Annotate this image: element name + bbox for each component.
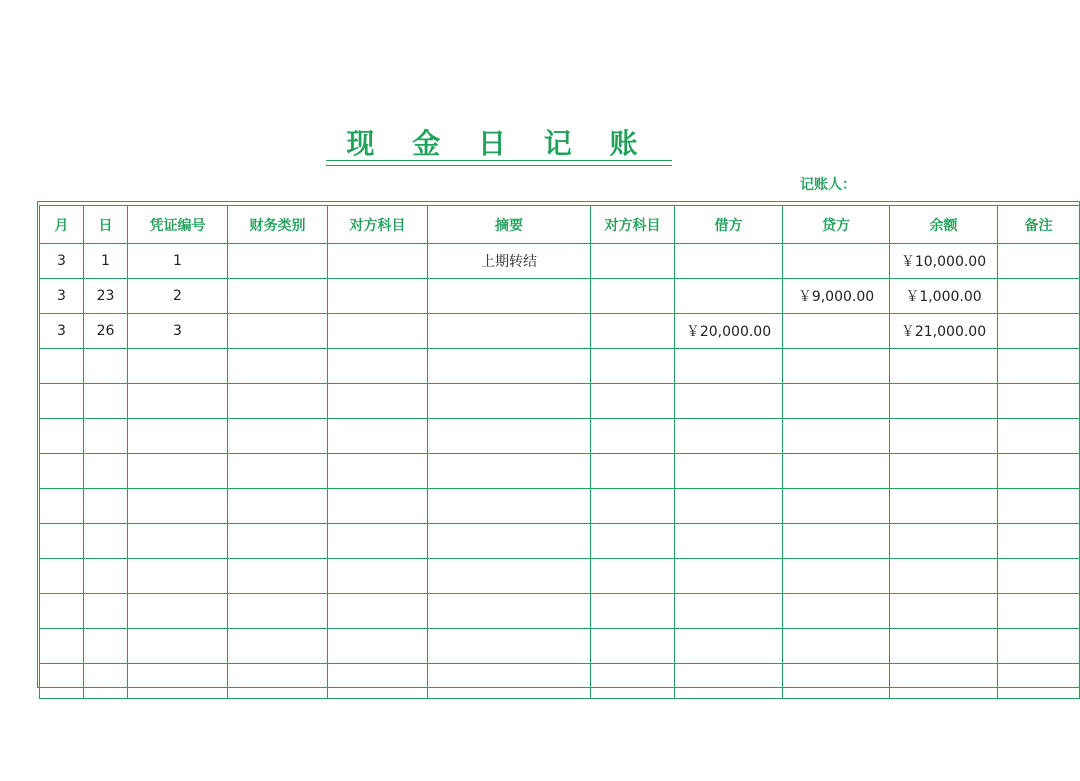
cell-counter-account-2[interactable] [591,489,675,524]
cell-balance[interactable] [890,559,998,594]
cell-debit[interactable] [675,384,783,419]
cell-month[interactable] [40,349,84,384]
table-row [40,454,1080,489]
cell-balance[interactable] [890,384,998,419]
cell-counter-account[interactable] [328,244,428,279]
cell-credit[interactable] [783,384,890,419]
cell-counter-account[interactable] [328,489,428,524]
cell-counter-account[interactable] [328,594,428,629]
cell-finance-category[interactable] [228,384,328,419]
cell-counter-account-2[interactable] [591,524,675,559]
table-row [40,559,1080,594]
cell-voucher-no[interactable] [128,664,228,699]
cell-summary[interactable] [428,664,591,699]
cell-counter-account[interactable] [328,629,428,664]
cell-credit[interactable] [783,244,890,279]
ledger-body [40,244,1080,699]
cell-summary[interactable] [428,454,591,489]
cell-day[interactable] [84,419,128,454]
cell-balance[interactable] [890,419,998,454]
cell-finance-category[interactable] [228,594,328,629]
ledger-frame [37,201,1080,688]
cell-credit[interactable] [783,314,890,349]
cell-counter-account-2[interactable] [591,419,675,454]
cell-voucher-no[interactable] [128,419,228,454]
cell-summary[interactable] [428,629,591,664]
cell-balance[interactable] [890,489,998,524]
cell-finance-category[interactable] [228,489,328,524]
cell-credit[interactable] [783,454,890,489]
cell-summary[interactable]: 上期转结 [428,244,591,279]
table-row [40,489,1080,524]
cell-credit[interactable] [783,419,890,454]
cell-month[interactable] [40,419,84,454]
cell-remarks[interactable] [998,244,1080,279]
cell-finance-category[interactable] [228,524,328,559]
cell-voucher-no[interactable] [128,594,228,629]
cell-balance[interactable] [890,524,998,559]
col-header-credit: 贷方 [783,206,890,244]
cell-balance[interactable] [890,454,998,489]
cell-debit[interactable] [675,489,783,524]
cell-balance[interactable]: ￥1,000.00 [890,279,998,314]
table-row [40,279,1080,314]
cell-voucher-no[interactable]: 2 [128,279,228,314]
cell-counter-account[interactable] [328,384,428,419]
cell-summary[interactable] [428,524,591,559]
cell-counter-account[interactable] [328,559,428,594]
cell-day[interactable] [84,629,128,664]
cell-remarks[interactable] [998,384,1080,419]
cell-debit[interactable] [675,629,783,664]
cell-summary[interactable] [428,314,591,349]
cell-voucher-no[interactable]: 3 [128,314,228,349]
cell-summary[interactable] [428,419,591,454]
cell-credit[interactable] [783,664,890,699]
cell-finance-category[interactable] [228,244,328,279]
cell-credit[interactable] [783,489,890,524]
table-row [40,349,1080,384]
cell-balance[interactable]: ￥21,000.00 [890,314,998,349]
cell-voucher-no[interactable] [128,454,228,489]
cell-day[interactable] [84,454,128,489]
cell-credit[interactable] [783,349,890,384]
col-header-remarks: 备注 [998,206,1080,244]
cell-counter-account-2[interactable] [591,384,675,419]
cell-finance-category[interactable] [228,419,328,454]
cell-month[interactable]: 3 [40,314,84,349]
cell-debit[interactable] [675,244,783,279]
cell-remarks[interactable] [998,594,1080,629]
cell-summary[interactable] [428,489,591,524]
cell-day[interactable]: 1 [84,244,128,279]
table-row [40,594,1080,629]
recorder-label: 记账人： [800,177,856,193]
table-row [40,314,1080,349]
cell-remarks[interactable] [998,419,1080,454]
cell-finance-category[interactable] [228,279,328,314]
cell-day[interactable] [84,594,128,629]
cell-balance[interactable] [890,594,998,629]
cell-debit[interactable] [675,279,783,314]
cell-credit[interactable] [783,629,890,664]
cell-counter-account[interactable] [328,524,428,559]
cell-summary[interactable] [428,559,591,594]
col-header-finance-category: 财务类别 [228,206,328,244]
cell-debit[interactable] [675,349,783,384]
cell-month[interactable] [40,489,84,524]
cell-credit[interactable]: ￥9,000.00 [783,279,890,314]
col-header-voucher-no: 凭证编号 [128,206,228,244]
cell-debit[interactable]: ￥20,000.00 [675,314,783,349]
cell-month[interactable] [40,559,84,594]
cell-remarks[interactable] [998,629,1080,664]
page-title: 现 金 日 记 账 [346,127,652,160]
table-row [40,629,1080,664]
cell-remarks[interactable] [998,454,1080,489]
cell-day[interactable] [84,489,128,524]
cell-voucher-no[interactable] [128,384,228,419]
cell-finance-category[interactable] [228,559,328,594]
cell-counter-account-2[interactable] [591,594,675,629]
cell-day[interactable] [84,524,128,559]
table-row [40,524,1080,559]
cell-counter-account[interactable] [328,419,428,454]
cell-remarks[interactable] [998,664,1080,699]
cell-finance-category[interactable] [228,629,328,664]
cell-counter-account-2[interactable] [591,244,675,279]
cell-counter-account[interactable] [328,664,428,699]
cell-counter-account-2[interactable] [591,559,675,594]
cell-debit[interactable] [675,559,783,594]
cell-counter-account-2[interactable] [591,314,675,349]
cell-balance[interactable] [890,349,998,384]
col-header-summary: 摘要 [428,206,591,244]
cell-month[interactable] [40,454,84,489]
cell-debit[interactable] [675,524,783,559]
cell-voucher-no[interactable] [128,629,228,664]
col-header-counter-account: 对方科目 [328,206,428,244]
cell-remarks[interactable] [998,279,1080,314]
cell-balance[interactable]: ￥10,000.00 [890,244,998,279]
cell-month[interactable]: 3 [40,279,84,314]
cell-summary[interactable] [428,279,591,314]
cell-summary[interactable] [428,594,591,629]
cell-debit[interactable] [675,664,783,699]
title-underline-top [326,160,672,161]
header-row [40,206,1080,244]
cell-remarks[interactable] [998,559,1080,594]
cell-balance[interactable] [890,664,998,699]
cell-counter-account-2[interactable] [591,629,675,664]
col-header-month: 月 [40,206,84,244]
cell-month[interactable]: 3 [40,244,84,279]
cell-finance-category[interactable] [228,454,328,489]
cell-counter-account-2[interactable] [591,664,675,699]
cell-counter-account-2[interactable] [591,349,675,384]
col-header-day: 日 [84,206,128,244]
cell-finance-category[interactable] [228,314,328,349]
cell-counter-account[interactable] [328,349,428,384]
cell-voucher-no[interactable]: 1 [128,244,228,279]
cell-remarks[interactable] [998,524,1080,559]
cell-voucher-no[interactable] [128,524,228,559]
cell-remarks[interactable] [998,489,1080,524]
cell-counter-account[interactable] [328,279,428,314]
title-underline-bottom [326,165,672,166]
cell-counter-account[interactable] [328,314,428,349]
cell-month[interactable] [40,664,84,699]
cell-month[interactable] [40,524,84,559]
cell-credit[interactable] [783,559,890,594]
col-header-debit: 借方 [675,206,783,244]
cell-counter-account-2[interactable] [591,279,675,314]
cell-day[interactable] [84,559,128,594]
cell-day[interactable] [84,664,128,699]
cell-finance-category[interactable] [228,664,328,699]
cell-credit[interactable] [783,594,890,629]
cell-remarks[interactable] [998,349,1080,384]
cell-debit[interactable] [675,419,783,454]
cell-day[interactable]: 26 [84,314,128,349]
cell-debit[interactable] [675,454,783,489]
table-row [40,664,1080,699]
table-row [40,384,1080,419]
cell-summary[interactable] [428,384,591,419]
col-header-balance: 余额 [890,206,998,244]
cash-ledger-table [39,205,1080,699]
cell-month[interactable] [40,384,84,419]
cell-month[interactable] [40,594,84,629]
cell-counter-account-2[interactable] [591,454,675,489]
table-row [40,244,1080,279]
cell-balance[interactable] [890,629,998,664]
cell-voucher-no[interactable] [128,559,228,594]
col-header-counter-account-2: 对方科目 [591,206,675,244]
table-row [40,419,1080,454]
cell-summary[interactable] [428,349,591,384]
cell-counter-account[interactable] [328,454,428,489]
cell-day[interactable] [84,349,128,384]
cell-debit[interactable] [675,594,783,629]
cell-finance-category[interactable] [228,349,328,384]
cell-day[interactable]: 23 [84,279,128,314]
cell-credit[interactable] [783,524,890,559]
cell-voucher-no[interactable] [128,349,228,384]
cell-remarks[interactable] [998,314,1080,349]
cell-day[interactable] [84,384,128,419]
cell-voucher-no[interactable] [128,489,228,524]
cell-month[interactable] [40,629,84,664]
